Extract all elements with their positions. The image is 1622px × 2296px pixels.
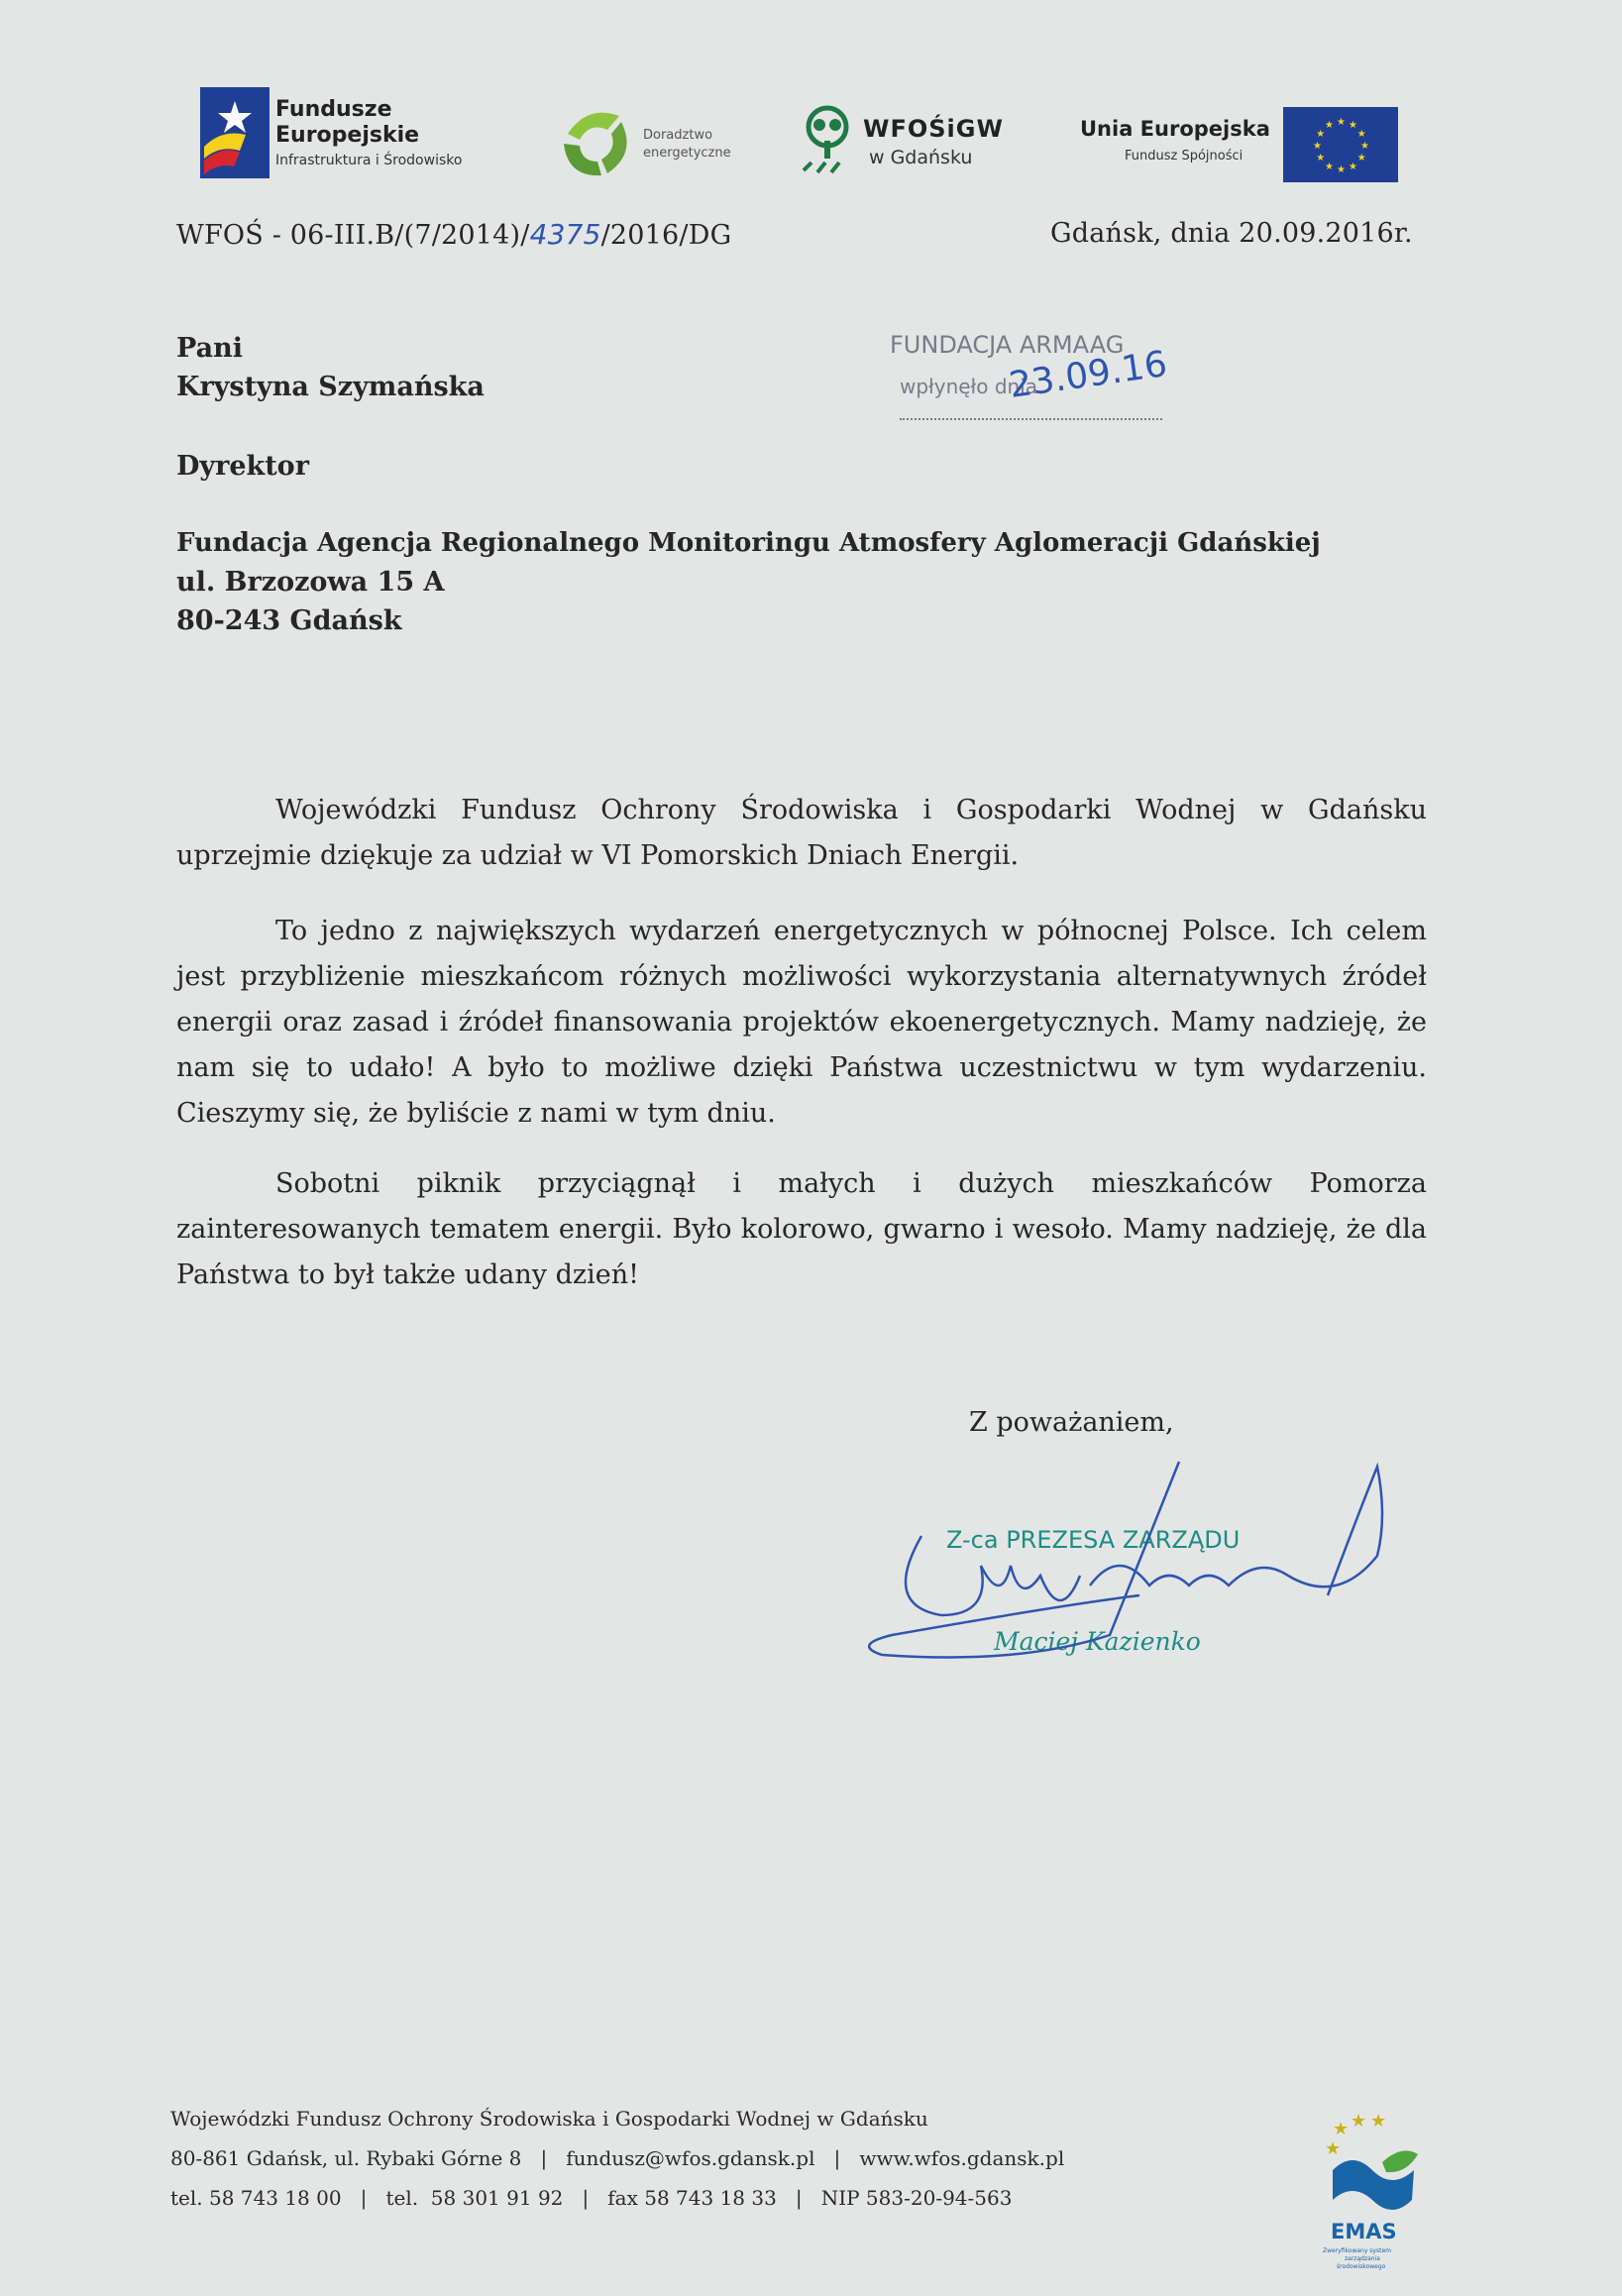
svg-text:★: ★: [1333, 2119, 1350, 2139]
wfosigw-line2: w Gdańsku: [869, 147, 973, 168]
emas-sub3: środowiskowego: [1337, 2263, 1386, 2270]
received-stamp: [890, 327, 1177, 446]
eu-star-icon: ★: [1356, 153, 1366, 164]
eu-star-icon: ★: [1316, 153, 1326, 164]
ue-line2: Fundusz Spójności: [1125, 149, 1244, 164]
closing-greeting: Z poważaniem,: [969, 1407, 1174, 1438]
emas-stars-icon: [1323, 2111, 1422, 2220]
footer-line-2: 80-861 Gdańsk, ul. Rybaki Górne 8 | fundusz@wfos.gdansk.pl | www.wfos.gdansk.pl: [170, 2146, 1065, 2170]
svg-text:★: ★: [1370, 2111, 1387, 2132]
ue-line1: Unia Europejska: [1080, 117, 1270, 141]
eu-star-icon: ★: [1356, 129, 1366, 140]
body-paragraph-2: To jedno z największych wydarzeń energetycznych w północnej Polsce. Ich celem jest przybliżenie mieszkańcom różnych możliwości wykorzystania alternatywnych źródeł energii oraz zasad i źródeł finansowania projektów ekoenergetycznych. Mamy nadzieję, że nam się to udało! A było to możliwe dzięki Państwa uczestnictwu w tym wydarzeniu. Cieszymy się, że byliście z nami w tym dniu.: [176, 916, 1427, 1129]
recipient-street: ul. Brzozowa 15 A: [176, 567, 445, 598]
stamp-dotted-line: [900, 418, 1162, 420]
eu-star-icon: ★: [1325, 161, 1334, 172]
recipient-city: 80-243 Gdańsk: [176, 605, 402, 636]
fundusze-europejskie-logo: [200, 87, 497, 181]
eu-star-icon: ★: [1337, 117, 1346, 128]
eu-star-icon: ★: [1360, 141, 1369, 152]
recipient-name: Krystyna Szymańska: [176, 372, 485, 402]
recipient-title: Dyrektor: [176, 451, 309, 482]
eu-star-icon: ★: [1316, 129, 1326, 140]
recipient-salutation: Pani: [176, 333, 243, 364]
stamp-handwritten-date: 23.09.16: [1006, 344, 1170, 406]
eu-star-icon: ★: [1349, 120, 1357, 132]
reference-suffix: /2016/DG: [600, 220, 732, 251]
doradztwo-line1: Doradztwo: [643, 128, 713, 143]
signature-block: [862, 1457, 1397, 1675]
signature-name: Maciej Kazienko: [994, 1627, 1201, 1656]
eu-star-icon: ★: [1349, 161, 1357, 172]
svg-text:★: ★: [1325, 2138, 1342, 2159]
fundusze-line1: Fundusze: [275, 97, 392, 122]
signature-role: Z-ca PREZESA ZARZĄDU: [946, 1526, 1241, 1554]
svg-text:★: ★: [1351, 2111, 1367, 2132]
fundusze-line3: Infrastruktura i Środowisko: [275, 153, 463, 168]
doradztwo-logo: [558, 104, 756, 183]
fundusze-line2: Europejskie: [275, 123, 420, 148]
doradztwo-line2: energetyczne: [643, 146, 731, 161]
eu-star-icon: ★: [1325, 120, 1334, 132]
footer-line-3: tel. 58 743 18 00 | tel. 58 301 91 92 | fax 58 743 18 33 | NIP 583-20-94-563: [170, 2186, 1013, 2210]
wfosigw-tree-icon: [798, 105, 857, 180]
emas-sub2: zarządzania: [1345, 2255, 1380, 2262]
body-paragraph-1: Wojewódzki Fundusz Ochrony Środowiska i Gospodarki Wodnej w Gdańsku uprzejmie dziękuje za udział w VI Pomorskich Dniach Energii.: [176, 795, 1427, 871]
emas-sub1: Zweryfikowany system: [1323, 2247, 1391, 2254]
stamp-line1: FUNDACJA ARMAAG: [890, 331, 1125, 359]
unia-europejska-logo: [1075, 107, 1412, 186]
letter-date: Gdańsk, dnia 20.09.2016r.: [1050, 218, 1413, 249]
reference-number: [176, 218, 731, 251]
wfosigw-logo: [798, 105, 1035, 184]
recipient-organization: Fundacja Agencja Regionalnego Monitoringu Atmosfery Aglomeracji Gdańskiej: [176, 528, 1321, 558]
eu-star-icon: ★: [1337, 164, 1346, 175]
body-paragraph-3: Sobotni piknik przyciągnął i małych i dużych mieszkańców Pomorza zainteresowanych tematem energii. Było kolorowo, gwarno i wesoło. Mamy nadzieję, że dla Państwa to był także udany dzień!: [176, 1168, 1427, 1290]
handwritten-signature-icon: [862, 1457, 1397, 1675]
wfosigw-line1: WFOŚiGW: [863, 115, 1004, 143]
stamp-line2: wpłynęło dnia: [900, 375, 1038, 398]
reference-prefix: WFOŚ - 06-III.B/(7/2014)/: [176, 220, 530, 251]
emas-logo: [1323, 2111, 1422, 2284]
footer-line-1: Wojewódzki Fundusz Ochrony Środowiska i Gospodarki Wodnej w Gdańsku: [170, 2107, 928, 2131]
fundusze-flag-icon: [200, 87, 270, 178]
emas-label: EMAS: [1331, 2220, 1397, 2243]
doradztwo-swirl-icon: [558, 104, 637, 181]
eu-flag-icon: [1283, 107, 1398, 182]
reference-handwritten-number: 4375: [529, 218, 601, 251]
eu-star-icon: ★: [1313, 141, 1322, 152]
